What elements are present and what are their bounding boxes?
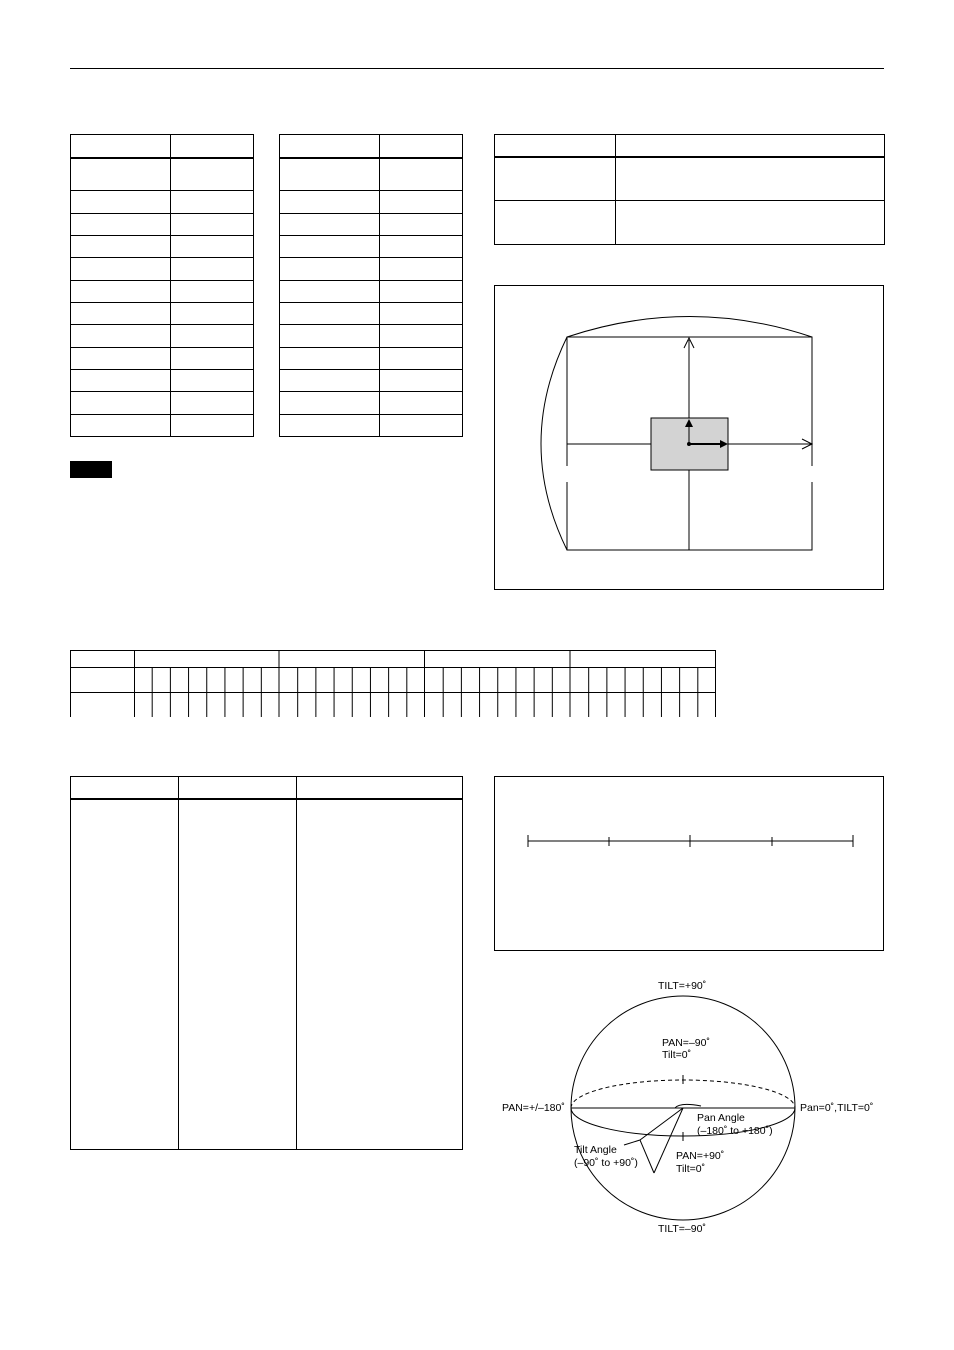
table-row [71, 347, 254, 369]
left-arc [541, 337, 567, 550]
table-row [280, 325, 463, 347]
table-row [71, 191, 254, 213]
bit-table [70, 650, 716, 717]
pan-back-label: PAN=–90˚ [662, 1037, 710, 1049]
top-arc [567, 317, 812, 338]
table-row [280, 213, 463, 235]
table-row [280, 280, 463, 302]
value-table-left [70, 134, 254, 437]
table-row [280, 392, 463, 414]
table-row [71, 236, 254, 258]
table-row [71, 258, 254, 280]
scale-svg [495, 777, 885, 952]
tilt-bottom-label: TILT=–90˚ [658, 1223, 706, 1235]
table-row [71, 392, 254, 414]
pan-front-label: PAN=+90˚ [676, 1150, 725, 1162]
field-of-view-diagram [494, 285, 884, 590]
pan-front-tilt-label: Tilt=0˚ [676, 1163, 706, 1175]
table-row [280, 303, 463, 325]
center-point [687, 442, 691, 446]
pan-right-label: Pan=0˚,TILT=0˚ [800, 1102, 874, 1114]
table-row [280, 191, 463, 213]
pan-angle-arc [675, 1104, 701, 1108]
table-row [71, 280, 254, 302]
table-row [280, 158, 463, 191]
table-row [71, 325, 254, 347]
parameter-table [494, 134, 885, 245]
value-table-right [279, 134, 463, 437]
note-badge [70, 461, 112, 478]
table-row [495, 201, 885, 245]
tilt-label-leader [624, 1140, 640, 1145]
pan-left-label: PAN=+/–180˚ [502, 1102, 565, 1114]
tilt-angle-label: Tilt Angle [574, 1144, 617, 1156]
table-row [71, 303, 254, 325]
table-row [280, 369, 463, 391]
table-row [71, 414, 254, 436]
table-header-row [495, 135, 885, 157]
table-row [280, 258, 463, 280]
table-row [71, 369, 254, 391]
table-row [280, 347, 463, 369]
table-row [280, 236, 463, 258]
field-of-view-svg [495, 286, 885, 591]
pan-angle-label: Pan Angle [697, 1112, 745, 1124]
description-table [70, 776, 463, 1150]
tilt-top-label: TILT=+90˚ [658, 980, 707, 992]
table-row [71, 158, 254, 191]
pan-angle-range-label: (–180˚ to +180˚) [697, 1125, 773, 1137]
bit-table-svg [70, 650, 716, 717]
table-header-row [280, 135, 463, 158]
tilt-line-c [640, 1140, 654, 1173]
table-header-row [71, 135, 254, 158]
table-row [495, 157, 885, 201]
scale-diagram [494, 776, 884, 951]
header-rule [70, 68, 884, 69]
equator-back [571, 1080, 795, 1108]
table-row [280, 414, 463, 436]
pan-back-tilt-label: Tilt=0˚ [662, 1049, 692, 1061]
table-row [71, 799, 463, 1150]
pan-tilt-sphere-diagram [494, 975, 884, 1240]
table-header-row [71, 777, 463, 799]
tilt-angle-range-label: (–90˚ to +90˚) [574, 1157, 638, 1169]
table-row [71, 213, 254, 235]
